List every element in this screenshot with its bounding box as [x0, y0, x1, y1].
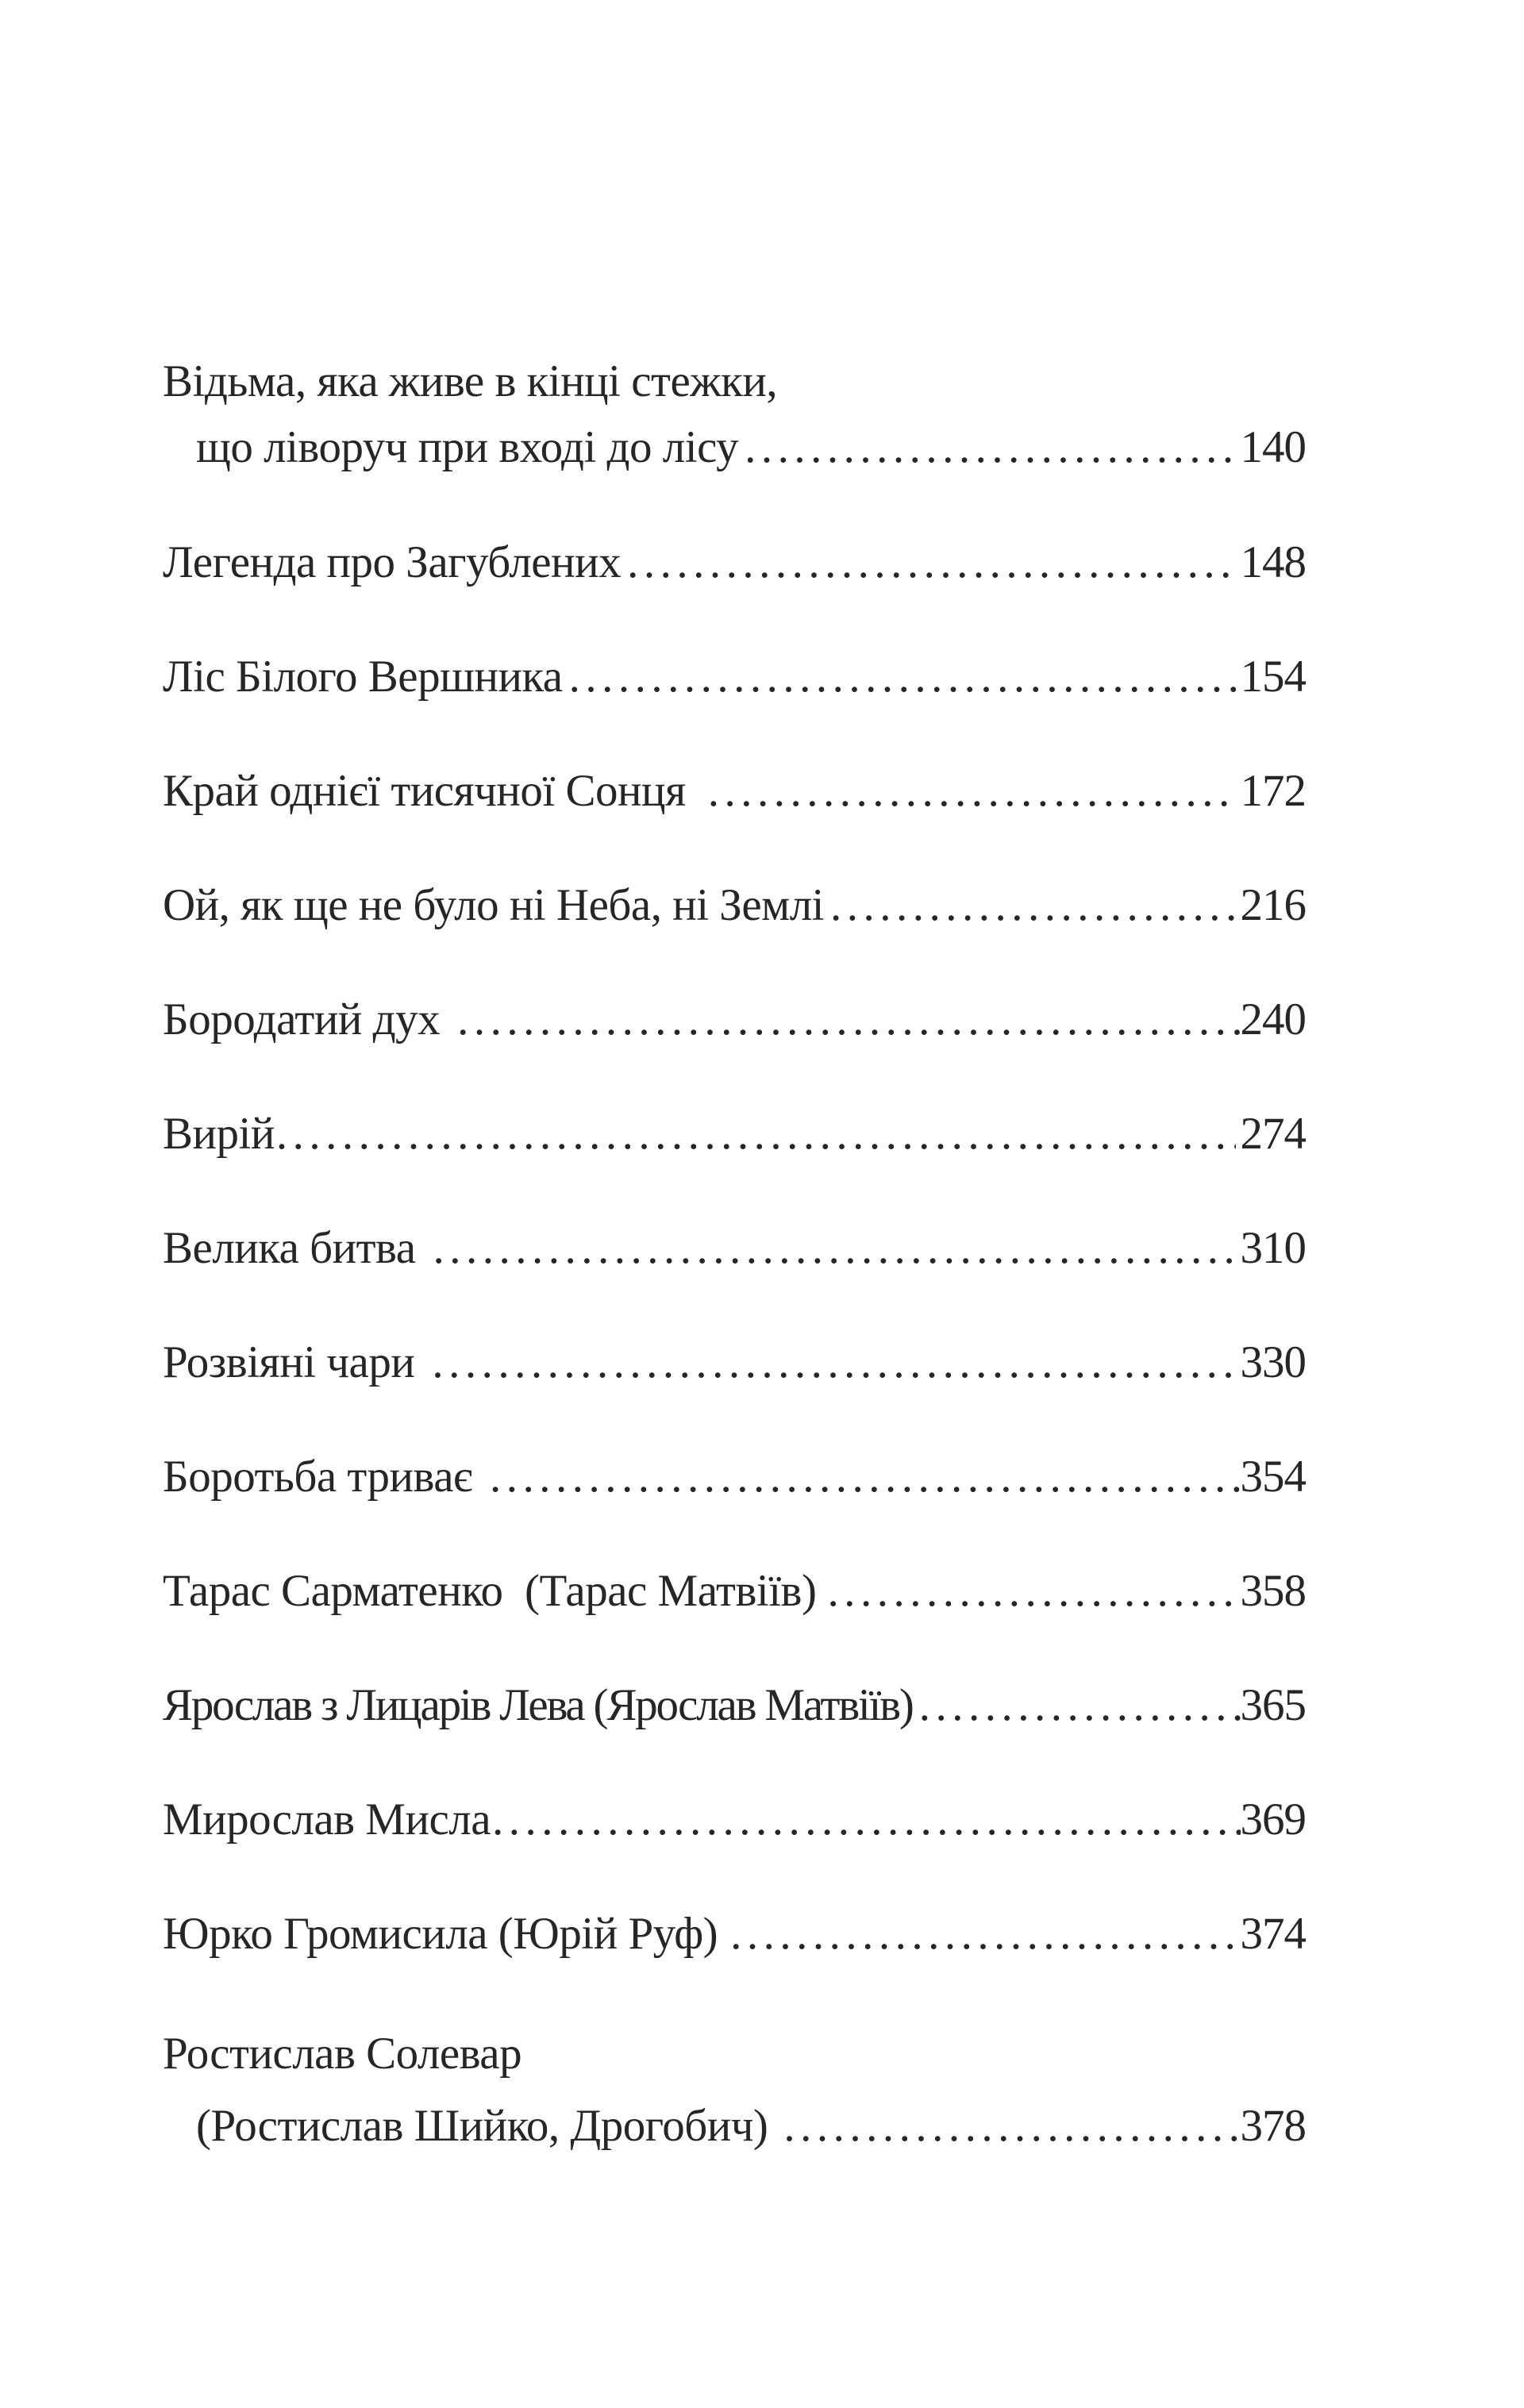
- toc-entry-title: Мирослав Мисла: [163, 1794, 491, 1844]
- toc-entry-title: Ярослав з Лицарів Лева (Ярослав Матвіїв): [163, 1680, 913, 1730]
- dot-leader: [708, 765, 1236, 817]
- dot-leader: [490, 1451, 1241, 1502]
- toc-entry-page: 378: [1240, 2101, 1306, 2151]
- toc-entry[interactable]: [163, 537, 1306, 600]
- dot-leader: [627, 537, 1235, 588]
- dot-leader: [569, 651, 1236, 702]
- toc-entry-title: Юрко Громисила (Юрій Руф): [163, 1909, 718, 1959]
- dot-leader: [492, 1794, 1240, 1845]
- toc-entry-title: Ліс Білого Вершника: [163, 652, 563, 702]
- toc-entry-title: Ой, як ще не було ні Неба, ні Землі: [163, 880, 824, 930]
- toc-entry-page: 148: [1240, 537, 1306, 587]
- toc-entry[interactable]: [163, 1565, 1306, 1629]
- dot-leader: [830, 879, 1236, 931]
- toc-entry[interactable]: [196, 2100, 1306, 2164]
- toc-entry[interactable]: [163, 765, 1306, 829]
- toc-entry-page: 358: [1240, 1566, 1306, 1616]
- toc-entry[interactable]: [163, 1337, 1306, 1400]
- toc-entry-page: 310: [1240, 1223, 1306, 1273]
- toc-entry-page: 154: [1240, 652, 1306, 702]
- toc-entry-page: 365: [1240, 1680, 1306, 1730]
- dot-leader: [457, 994, 1240, 1045]
- toc-entry-title: Бородатий дух: [163, 994, 441, 1044]
- dot-leader: [919, 1679, 1241, 1731]
- toc-entry[interactable]: [163, 1908, 1306, 1971]
- toc-entry-title-line1: Відьма, яка живе в кінці стежки,: [163, 356, 778, 406]
- toc-entry-page: 369: [1240, 1794, 1306, 1844]
- dot-leader: [276, 1108, 1236, 1160]
- toc-entry-page: 374: [1240, 1909, 1306, 1959]
- toc-entry-title-line2: що ліворуч при вході до лісу: [196, 422, 739, 472]
- toc-entry[interactable]: [163, 1222, 1306, 1286]
- dot-leader: [433, 1222, 1241, 1274]
- toc-entry[interactable]: [163, 879, 1306, 943]
- toc-entry[interactable]: [163, 1451, 1306, 1514]
- toc-entry-title: Велика битва: [163, 1223, 416, 1273]
- toc-entry-page: 172: [1240, 766, 1306, 816]
- toc-entry-title: Край однієї тисячної Сонця: [163, 766, 686, 816]
- toc-entry-title-line1: Ростислав Солевар: [163, 2029, 522, 2079]
- toc-entry[interactable]: [163, 651, 1306, 714]
- toc-entry-title: Вирій: [163, 1109, 275, 1159]
- dot-leader: [730, 1908, 1235, 1960]
- toc-entry-page: 216: [1240, 880, 1306, 930]
- dot-leader: [745, 421, 1235, 473]
- toc-entry-page: 240: [1240, 994, 1306, 1044]
- toc-entry-title: Тарас Сарматенко (Тарас Матвіїв): [163, 1566, 817, 1616]
- toc-entry[interactable]: [196, 421, 1306, 485]
- toc-entry-page: 330: [1240, 1337, 1306, 1387]
- dot-leader: [783, 2100, 1240, 2152]
- toc-entry[interactable]: [163, 1679, 1306, 1743]
- toc-entry-title: Боротьба триває: [163, 1452, 472, 1502]
- dot-leader: [827, 1565, 1240, 1617]
- dot-leader: [432, 1337, 1240, 1388]
- toc-entry-page: 140: [1240, 422, 1306, 472]
- toc-entry[interactable]: [163, 994, 1306, 1057]
- toc-entry-title-line2: (Ростислав Шийко, Дрогобич): [196, 2101, 768, 2151]
- toc-entry[interactable]: [163, 1794, 1306, 1857]
- toc-entry-title: Розвіяні чари: [163, 1337, 415, 1387]
- toc-entry-title: Легенда про Загублених: [163, 537, 622, 587]
- toc-entry-page: 274: [1240, 1109, 1306, 1159]
- toc-entry-page: 354: [1240, 1452, 1306, 1502]
- toc-entry[interactable]: [163, 1108, 1306, 1171]
